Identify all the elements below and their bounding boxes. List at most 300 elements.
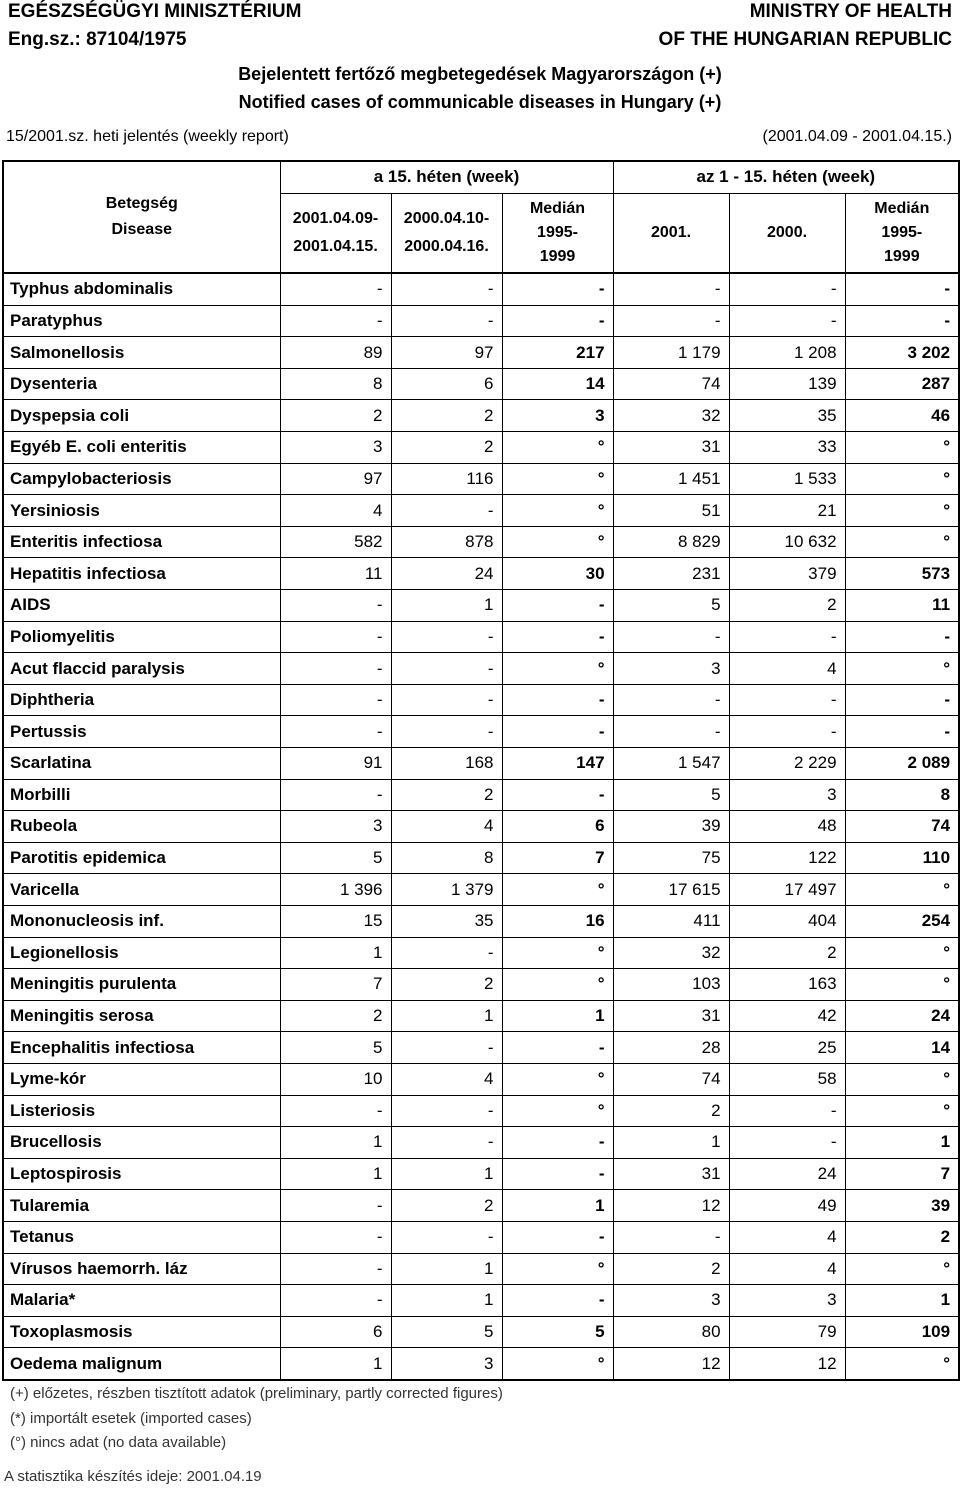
cell-week-2001: 2	[280, 1000, 391, 1032]
cell-cum-2000: 1 208	[729, 337, 845, 369]
cell-week-2000: 1	[391, 1285, 502, 1317]
cell-cum-2001: -	[613, 684, 729, 716]
cell-cum-2001: 3	[613, 1285, 729, 1317]
cell-cum-2000: 2	[729, 937, 845, 969]
table-row	[3, 1000, 959, 1032]
cell-week-median: °	[502, 526, 613, 558]
cell-week-2001: -	[280, 1095, 391, 1127]
col-header-2001-week	[280, 193, 391, 273]
disease-header	[3, 161, 280, 273]
cell-week-median: 7	[502, 842, 613, 874]
table-row	[3, 621, 959, 653]
cell-week-2001: -	[280, 1285, 391, 1317]
cell-cum-2001: -	[613, 621, 729, 653]
disease-name: Varicella	[3, 874, 280, 906]
col-header-2001-cumulative: 2001.	[613, 193, 729, 273]
cell-week-median: 6	[502, 811, 613, 843]
cell-cum-2000: 1 533	[729, 463, 845, 495]
cell-cum-2000: 404	[729, 905, 845, 937]
table-row	[3, 558, 959, 590]
cell-cum-2001: 75	[613, 842, 729, 874]
cell-week-2001: 89	[280, 337, 391, 369]
cell-week-2001: 5	[280, 842, 391, 874]
cell-week-2001: 97	[280, 463, 391, 495]
cell-week-2000: 1	[391, 1253, 502, 1285]
col-header-median-week	[502, 193, 613, 273]
cell-cum-2001: 2	[613, 1095, 729, 1127]
cell-cum-median: -	[845, 684, 959, 716]
cell-cum-2001: 51	[613, 495, 729, 527]
col-header-median-week-l3: 1999	[539, 247, 576, 265]
cell-week-2000: 4	[391, 811, 502, 843]
cell-cum-2001: 31	[613, 432, 729, 464]
cell-cum-2001: 31	[613, 1158, 729, 1190]
cell-week-median: -	[502, 1221, 613, 1253]
disease-name: Enteritis infectiosa	[3, 526, 280, 558]
disease-name: Leptospirosis	[3, 1158, 280, 1190]
cell-cum-2001: 12	[613, 1348, 729, 1380]
cell-cum-2001: -	[613, 1221, 729, 1253]
cell-cum-median: 24	[845, 1000, 959, 1032]
col-header-median-cumulative-l1: Medián	[874, 199, 930, 217]
cell-cum-2001: -	[613, 716, 729, 748]
disease-name: Toxoplasmosis	[3, 1316, 280, 1348]
cell-week-2000: -	[391, 1127, 502, 1159]
cell-week-2001: -	[280, 1190, 391, 1222]
cell-week-2000: 1 379	[391, 874, 502, 906]
cell-week-2001: -	[280, 716, 391, 748]
cell-week-median: 3	[502, 400, 613, 432]
cell-cum-2000: 2	[729, 590, 845, 622]
cell-cum-2000: -	[729, 716, 845, 748]
cell-week-2001: 1	[280, 1348, 391, 1380]
cell-week-2000: 1	[391, 590, 502, 622]
col-header-2001-week-end: 2001.04.15.	[293, 237, 378, 255]
cell-week-2001: -	[280, 653, 391, 685]
cell-week-median: -	[502, 1158, 613, 1190]
cell-cum-2001: 74	[613, 1063, 729, 1095]
cell-cum-2000: 2 229	[729, 748, 845, 780]
cell-week-2001: 4	[280, 495, 391, 527]
cell-week-2001: -	[280, 779, 391, 811]
cell-cum-2001: 1 179	[613, 337, 729, 369]
col-header-2000-cumulative: 2000.	[729, 193, 845, 273]
table-row	[3, 874, 959, 906]
cell-cum-2000: -	[729, 305, 845, 337]
table-row	[3, 495, 959, 527]
table-row	[3, 716, 959, 748]
table-row	[3, 1095, 959, 1127]
footnote-preliminary: (+) előzetes, részben tisztított adatok (preliminary, partly corrected figures)	[10, 1385, 503, 1402]
disease-name: Listeriosis	[3, 1095, 280, 1127]
table-row	[3, 1316, 959, 1348]
cell-week-median: 1	[502, 1000, 613, 1032]
cell-cum-2001: 17 615	[613, 874, 729, 906]
cell-week-2001: 1	[280, 1158, 391, 1190]
cell-week-2001: 6	[280, 1316, 391, 1348]
cell-cum-median: °	[845, 1253, 959, 1285]
cell-week-2000: 116	[391, 463, 502, 495]
cell-cum-median: °	[845, 463, 959, 495]
cell-week-2000: -	[391, 1095, 502, 1127]
cell-week-median: °	[502, 1253, 613, 1285]
disease-name: Tularemia	[3, 1190, 280, 1222]
table-row	[3, 273, 959, 305]
cell-cum-2001: 80	[613, 1316, 729, 1348]
cell-cum-2000: 24	[729, 1158, 845, 1190]
disease-name: Encephalitis infectiosa	[3, 1032, 280, 1064]
cell-week-median: °	[502, 937, 613, 969]
table-row	[3, 305, 959, 337]
cell-week-2001: 10	[280, 1063, 391, 1095]
cell-week-median: -	[502, 590, 613, 622]
disease-name: Egyéb E. coli enteritis	[3, 432, 280, 464]
cell-week-median: -	[502, 779, 613, 811]
cell-cum-2001: 39	[613, 811, 729, 843]
disease-name: Dyspepsia coli	[3, 400, 280, 432]
cell-week-2001: -	[280, 305, 391, 337]
cell-week-median: 217	[502, 337, 613, 369]
cell-cum-2000: 21	[729, 495, 845, 527]
cell-week-2000: 6	[391, 368, 502, 400]
cell-week-median: -	[502, 621, 613, 653]
cell-cum-2000: 3	[729, 1285, 845, 1317]
cell-cum-2001: 31	[613, 1000, 729, 1032]
col-header-median-cumulative	[845, 193, 959, 273]
cell-cum-2000: 163	[729, 969, 845, 1001]
cell-cum-2000: 49	[729, 1190, 845, 1222]
cell-cum-median: -	[845, 273, 959, 305]
table-row	[3, 1127, 959, 1159]
cell-week-median: °	[502, 1095, 613, 1127]
cell-cum-2000: 4	[729, 653, 845, 685]
table-row	[3, 937, 959, 969]
cell-cum-2001: 1	[613, 1127, 729, 1159]
cell-week-median: °	[502, 969, 613, 1001]
current-week-group-header: a 15. héten (week)	[280, 161, 613, 193]
statistics-date: A statisztika készítés ideje: 2001.04.19	[4, 1468, 262, 1485]
cell-cum-2000: 33	[729, 432, 845, 464]
cell-cum-median: 74	[845, 811, 959, 843]
disease-table	[2, 160, 960, 1381]
cell-week-2000: 2	[391, 432, 502, 464]
cell-week-2000: 24	[391, 558, 502, 590]
cell-cum-2000: 10 632	[729, 526, 845, 558]
cell-week-median: °	[502, 653, 613, 685]
cell-cum-median: 3 202	[845, 337, 959, 369]
cell-week-2001: -	[280, 590, 391, 622]
cell-cum-median: 11	[845, 590, 959, 622]
cell-cum-median: 14	[845, 1032, 959, 1064]
cell-cum-median: 39	[845, 1190, 959, 1222]
cell-cum-2001: 231	[613, 558, 729, 590]
cell-week-median: °	[502, 1063, 613, 1095]
table-row	[3, 684, 959, 716]
cell-week-median: 147	[502, 748, 613, 780]
cell-week-median: 30	[502, 558, 613, 590]
cell-week-median: 1	[502, 1190, 613, 1222]
cell-cum-median: 1	[845, 1127, 959, 1159]
disease-name: Legionellosis	[3, 937, 280, 969]
cell-cum-2000: 35	[729, 400, 845, 432]
table-row	[3, 1221, 959, 1253]
cell-week-2000: 1	[391, 1158, 502, 1190]
cell-week-2000: -	[391, 684, 502, 716]
cell-week-2000: 3	[391, 1348, 502, 1380]
cell-week-2001: 91	[280, 748, 391, 780]
ministry-name-en: MINISTRY OF HEALTH	[749, 1, 952, 22]
cell-cum-2001: 8 829	[613, 526, 729, 558]
cell-cum-median: 110	[845, 842, 959, 874]
cell-cum-2001: 103	[613, 969, 729, 1001]
table-row	[3, 1032, 959, 1064]
col-header-2001-week-start: 2001.04.09-	[292, 209, 379, 227]
disease-name: Brucellosis	[3, 1127, 280, 1159]
cell-cum-median: °	[845, 1095, 959, 1127]
cell-week-2001: 2	[280, 400, 391, 432]
cell-week-2001: 1	[280, 1127, 391, 1159]
cell-cum-median: °	[845, 526, 959, 558]
col-header-2000-week-start: 2000.04.10-	[403, 209, 490, 227]
table-row	[3, 1158, 959, 1190]
cell-cum-2000: 379	[729, 558, 845, 590]
cell-cum-median: -	[845, 305, 959, 337]
table-row	[3, 1348, 959, 1380]
table-row	[3, 337, 959, 369]
cell-cum-2001: 5	[613, 779, 729, 811]
cell-week-median: -	[502, 1285, 613, 1317]
cell-week-median: 5	[502, 1316, 613, 1348]
col-header-median-week-l1: Medián	[529, 199, 586, 217]
cell-cum-2001: -	[613, 305, 729, 337]
table-row	[3, 1063, 959, 1095]
cell-week-2001: 8	[280, 368, 391, 400]
cell-week-median: -	[502, 716, 613, 748]
cell-cum-2000: 3	[729, 779, 845, 811]
cell-week-2000: 2	[391, 400, 502, 432]
cell-week-2001: -	[280, 1253, 391, 1285]
ministry-name-hu: EGÉSZSÉGÜGYI MINISZTÉRIUM	[8, 1, 302, 22]
cell-cum-median: -	[845, 716, 959, 748]
cell-week-median: -	[502, 305, 613, 337]
col-header-median-cumulative-l3: 1999	[884, 247, 920, 265]
cell-week-2001: 5	[280, 1032, 391, 1064]
table-row	[3, 400, 959, 432]
cell-cum-2000: 4	[729, 1221, 845, 1253]
cell-cum-2001: 74	[613, 368, 729, 400]
cell-cum-median: °	[845, 653, 959, 685]
table-row	[3, 432, 959, 464]
cell-cum-2001: -	[613, 273, 729, 305]
report-title-hu: Bejelentett fertőző megbetegedések Magyarországon (+)	[238, 64, 722, 84]
cell-week-median: -	[502, 684, 613, 716]
col-header-median-cumulative-l2: 1995-	[881, 223, 923, 241]
cell-cum-2000: 42	[729, 1000, 845, 1032]
disease-name: Mononucleosis inf.	[3, 905, 280, 937]
cell-week-median: °	[502, 1348, 613, 1380]
disease-name: Rubeola	[3, 811, 280, 843]
cell-week-2001: -	[280, 273, 391, 305]
footnote-imported: (*) importált esetek (imported cases)	[10, 1410, 252, 1427]
table-row	[3, 1190, 959, 1222]
disease-header-en: Disease	[111, 221, 172, 239]
cell-cum-median: 2	[845, 1221, 959, 1253]
cell-cum-2000: 25	[729, 1032, 845, 1064]
disease-header-hu: Betegség	[105, 195, 178, 213]
cell-week-2000: -	[391, 653, 502, 685]
cell-week-median: °	[502, 463, 613, 495]
cell-week-2000: 5	[391, 1316, 502, 1348]
table-row	[3, 526, 959, 558]
cell-cum-median: -	[845, 621, 959, 653]
cell-cum-2000: -	[729, 621, 845, 653]
cell-cum-2001: 5	[613, 590, 729, 622]
footnote-no-data: (°) nincs adat (no data available)	[10, 1434, 227, 1451]
cell-cum-2000: 48	[729, 811, 845, 843]
cell-cum-median: 287	[845, 368, 959, 400]
table-row	[3, 905, 959, 937]
table-row	[3, 1253, 959, 1285]
cell-week-median: -	[502, 1032, 613, 1064]
ministry-country-en: OF THE HUNGARIAN REPUBLIC	[658, 29, 952, 50]
disease-name: Oedema malignum	[3, 1348, 280, 1380]
disease-name: Diphtheria	[3, 684, 280, 716]
cell-cum-median: °	[845, 874, 959, 906]
cell-week-median: °	[502, 874, 613, 906]
cell-week-2001: 7	[280, 969, 391, 1001]
cell-week-2001: -	[280, 621, 391, 653]
cell-cum-2000: -	[729, 273, 845, 305]
cell-week-2000: 97	[391, 337, 502, 369]
cell-week-2001: 1	[280, 937, 391, 969]
table-row	[3, 653, 959, 685]
cell-week-2000: -	[391, 1221, 502, 1253]
cell-week-2001: 1 396	[280, 874, 391, 906]
table-row	[3, 1285, 959, 1317]
cell-cum-2001: 12	[613, 1190, 729, 1222]
cell-cum-2001: 32	[613, 937, 729, 969]
cell-week-2000: 35	[391, 905, 502, 937]
table-row	[3, 779, 959, 811]
report-title-en: Notified cases of communicable diseases in Hungary (+)	[238, 92, 722, 112]
cell-cum-2001: 411	[613, 905, 729, 937]
cell-cum-2000: 122	[729, 842, 845, 874]
disease-name: Paratyphus	[3, 305, 280, 337]
cell-cum-2001: 28	[613, 1032, 729, 1064]
cell-cum-median: °	[845, 1348, 959, 1380]
disease-name: Tetanus	[3, 1221, 280, 1253]
cell-cum-median: 1	[845, 1285, 959, 1317]
cell-cum-2001: 32	[613, 400, 729, 432]
table-row	[3, 368, 959, 400]
cell-cum-2000: 58	[729, 1063, 845, 1095]
cell-cum-2000: -	[729, 1095, 845, 1127]
cell-cum-median: 254	[845, 905, 959, 937]
cell-cum-2000: 79	[729, 1316, 845, 1348]
cell-cum-median: 2 089	[845, 748, 959, 780]
cell-week-2000: 1	[391, 1000, 502, 1032]
disease-name: Dysenteria	[3, 368, 280, 400]
cell-week-2000: 878	[391, 526, 502, 558]
cell-cum-2000: 17 497	[729, 874, 845, 906]
cell-week-2001: 15	[280, 905, 391, 937]
cell-cum-2000: 12	[729, 1348, 845, 1380]
col-header-2000-week	[391, 193, 502, 273]
disease-name: Malaria*	[3, 1285, 280, 1317]
disease-name: Acut flaccid paralysis	[3, 653, 280, 685]
table-row	[3, 463, 959, 495]
cell-week-2001: 3	[280, 432, 391, 464]
cell-week-2000: 8	[391, 842, 502, 874]
cell-week-2000: 168	[391, 748, 502, 780]
col-header-2000-week-end: 2000.04.16.	[404, 237, 489, 255]
cell-week-2000: -	[391, 495, 502, 527]
cell-week-2000: -	[391, 305, 502, 337]
disease-name: Morbilli	[3, 779, 280, 811]
cell-cum-median: °	[845, 432, 959, 464]
cell-week-2001: 582	[280, 526, 391, 558]
cell-week-2001: 3	[280, 811, 391, 843]
cell-cum-median: 573	[845, 558, 959, 590]
cell-week-2001: -	[280, 1221, 391, 1253]
cumulative-group-header: az 1 - 15. héten (week)	[613, 161, 959, 193]
cell-week-2000: -	[391, 716, 502, 748]
cell-cum-2000: 4	[729, 1253, 845, 1285]
cell-cum-median: 109	[845, 1316, 959, 1348]
cell-cum-2000: -	[729, 1127, 845, 1159]
report-period: (2001.04.09 - 2001.04.15.)	[762, 128, 952, 145]
cell-week-2000: 2	[391, 779, 502, 811]
cell-cum-2001: 2	[613, 1253, 729, 1285]
col-header-median-week-l2: 1995-	[537, 223, 578, 241]
cell-week-2001: -	[280, 684, 391, 716]
cell-week-2000: 2	[391, 1190, 502, 1222]
cell-week-2000: -	[391, 273, 502, 305]
cell-cum-2001: 1 451	[613, 463, 729, 495]
cell-week-median: -	[502, 1127, 613, 1159]
cell-week-2000: -	[391, 937, 502, 969]
disease-name: Salmonellosis	[3, 337, 280, 369]
table-row	[3, 811, 959, 843]
cell-week-median: -	[502, 273, 613, 305]
disease-name: Vírusos haemorrh. láz	[3, 1253, 280, 1285]
disease-name: Campylobacteriosis	[3, 463, 280, 495]
cell-week-median: °	[502, 495, 613, 527]
cell-cum-median: °	[845, 937, 959, 969]
cell-week-2000: -	[391, 621, 502, 653]
cell-cum-median: 46	[845, 400, 959, 432]
cell-cum-2000: -	[729, 684, 845, 716]
cell-cum-2001: 3	[613, 653, 729, 685]
disease-name: Pertussis	[3, 716, 280, 748]
cell-cum-median: 8	[845, 779, 959, 811]
registration-number: Eng.sz.: 87104/1975	[8, 29, 187, 50]
cell-cum-median: °	[845, 495, 959, 527]
disease-name: AIDS	[3, 590, 280, 622]
disease-name: Meningitis purulenta	[3, 969, 280, 1001]
disease-name: Parotitis epidemica	[3, 842, 280, 874]
cell-week-median: 16	[502, 905, 613, 937]
disease-name: Scarlatina	[3, 748, 280, 780]
disease-name: Meningitis serosa	[3, 1000, 280, 1032]
disease-name: Yersiniosis	[3, 495, 280, 527]
cell-week-median: °	[502, 432, 613, 464]
cell-week-2000: -	[391, 1032, 502, 1064]
report-number: 15/2001.sz. heti jelentés (weekly report)	[6, 128, 289, 145]
cell-cum-median: °	[845, 1063, 959, 1095]
disease-name: Hepatitis infectiosa	[3, 558, 280, 590]
cell-cum-2000: 139	[729, 368, 845, 400]
